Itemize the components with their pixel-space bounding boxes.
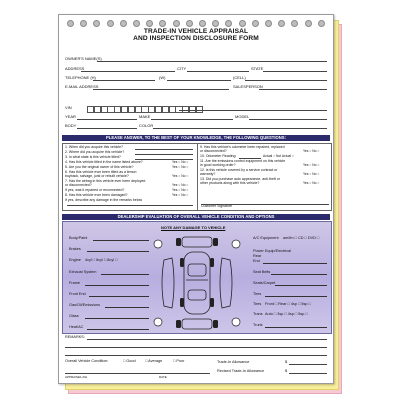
yes-no-checkboxes[interactable]: Yes ○ No ○ bbox=[303, 172, 320, 176]
damage-description-line[interactable] bbox=[67, 205, 193, 206]
evaluation-header: DEALERSHIP EVALUATION OF OVERALL VEHICLE CONDITION AND OPTIONS bbox=[62, 214, 330, 220]
owners-name-label: OWNER'S NAME(S) bbox=[65, 56, 102, 61]
eval-item-tires-2: Tires bbox=[253, 302, 262, 306]
question-right: other products along with this vehicle? bbox=[200, 181, 260, 185]
city-field[interactable] bbox=[187, 71, 249, 72]
binding-hole bbox=[133, 20, 140, 27]
eval-item-seats-carpet: Seats/Carpet bbox=[253, 281, 276, 285]
telephone-cell-label: (CELL) bbox=[233, 75, 246, 80]
salesperson-field[interactable] bbox=[259, 89, 327, 90]
remarks-line[interactable] bbox=[87, 339, 327, 340]
eval-item-end: End bbox=[253, 259, 260, 263]
question-right: 12. Is this vehicle covered by a service contract or bbox=[200, 168, 278, 172]
remarks-label: REMARKS: bbox=[65, 335, 85, 339]
binding-hole bbox=[305, 20, 312, 27]
eval-item-heat-ac: Heat/AC bbox=[69, 325, 84, 329]
email-label: E-MAIL ADDRESS bbox=[65, 84, 99, 89]
condition-poor[interactable]: □ Poor bbox=[173, 359, 185, 363]
trade-in-dollar: $ bbox=[285, 360, 288, 364]
column-divider bbox=[197, 144, 198, 210]
eval-line[interactable] bbox=[105, 307, 149, 308]
spiral-binding bbox=[67, 20, 325, 28]
eval-item-ac-equipment: A/C Equipment bbox=[253, 236, 279, 240]
title-line-2: AND INSPECTION DISCLOSURE FORM bbox=[133, 35, 259, 43]
binding-hole bbox=[318, 20, 325, 27]
revised-trade-in-label: Revised Trade-In Allowance bbox=[217, 369, 265, 373]
question-left: 5. Are you the original owner of this vehicle? bbox=[65, 165, 134, 169]
eval-line[interactable] bbox=[87, 251, 149, 252]
binding-hole bbox=[80, 20, 87, 27]
question-right: 13. Did you purchase auto appearance, anti-theft or bbox=[200, 177, 280, 181]
customer-signature-label: Customer Signature bbox=[201, 204, 233, 208]
year-field[interactable] bbox=[77, 119, 137, 120]
state-label: STATE bbox=[251, 66, 264, 71]
eval-item-tires: Tires bbox=[253, 292, 262, 296]
form-number: APPRAISE1-RH bbox=[65, 375, 88, 379]
question-right: 11. Are the emissions control equipment on this vehicle bbox=[200, 159, 286, 163]
eval-line[interactable] bbox=[93, 240, 149, 241]
form-title bbox=[59, 28, 333, 43]
eval-item-seat-belts: Seat Belts bbox=[253, 270, 271, 274]
eval-item-trans: Trans bbox=[253, 312, 263, 316]
trade-in-allowance-label: Trade-In Allowance bbox=[217, 360, 250, 364]
binding-hole bbox=[278, 20, 285, 27]
questions-header: PLEASE ANSWER, TO THE BEST OF YOUR KNOWLEDGE, THE FOLLOWING QUESTIONS: bbox=[62, 135, 330, 141]
yes-no-checkboxes[interactable]: Yes ○ No ○ bbox=[303, 181, 320, 185]
color-label: COLOR bbox=[139, 123, 154, 128]
binding-hole bbox=[67, 20, 74, 27]
salesperson-label: SALESPERSON bbox=[233, 84, 263, 89]
car-outline-svg bbox=[148, 234, 246, 332]
address-field[interactable] bbox=[81, 71, 175, 72]
yes-no-checkboxes[interactable]: Yes ○ No ○ bbox=[172, 165, 189, 169]
binding-hole bbox=[212, 20, 219, 27]
odometer-actual-options[interactable]: Actual ○ Not Actual ○ bbox=[263, 154, 294, 158]
question-left: or disconnected? bbox=[65, 183, 92, 187]
eval-line[interactable] bbox=[89, 296, 149, 297]
telephone-home-field[interactable] bbox=[93, 80, 155, 81]
eval-line[interactable] bbox=[271, 274, 327, 275]
eval-line[interactable] bbox=[265, 296, 327, 297]
eval-line[interactable] bbox=[275, 285, 327, 286]
body-field[interactable] bbox=[77, 128, 137, 129]
address-label: ADDRESS bbox=[65, 66, 85, 71]
eval-line[interactable] bbox=[85, 318, 149, 319]
yes-no-checkboxes[interactable]: Yes ○ No ○ bbox=[172, 160, 189, 164]
telephone-home-label: TELEPHONE (H) bbox=[65, 75, 96, 80]
vin-extra-line bbox=[179, 110, 327, 111]
body-label: BODY bbox=[65, 123, 77, 128]
eval-item-front-end: Front End bbox=[69, 292, 86, 296]
binding-hole bbox=[186, 20, 193, 27]
telephone-cell-field[interactable] bbox=[245, 80, 327, 81]
title-line-1: TRADE-IN VEHICLE APPRAISAL bbox=[143, 28, 249, 35]
ac-equipment-options[interactable]: am/fm □ CD □ DVD □ bbox=[283, 236, 320, 240]
question-right: warranty? bbox=[200, 172, 216, 176]
eval-line[interactable] bbox=[263, 263, 327, 264]
question-left: 4. Has this vehicle titled in the name listed above? bbox=[65, 160, 143, 164]
question-left: 6. Has this vehicle ever been titled as a lemon bbox=[65, 170, 137, 174]
revised-trade-in-field[interactable] bbox=[289, 373, 327, 374]
tire-options[interactable]: Front □ Rear □ 4sp □ 5sp □ bbox=[265, 302, 311, 306]
transmission-options[interactable]: Auto □ 3sp □ 4sp □ 5sp □ bbox=[265, 312, 308, 316]
eval-line[interactable] bbox=[85, 285, 149, 286]
binding-hole bbox=[199, 20, 206, 27]
condition-good[interactable]: □ Good bbox=[123, 359, 136, 363]
yes-no-checkboxes[interactable]: Yes ○ No ○ bbox=[172, 193, 189, 197]
eval-item-rear: Rear bbox=[253, 254, 262, 258]
remarks-line[interactable] bbox=[65, 355, 327, 356]
binding-hole bbox=[159, 20, 166, 27]
binding-hole bbox=[225, 20, 232, 27]
question-right: 10. Odometer Reading: bbox=[200, 154, 237, 158]
binding-hole bbox=[239, 20, 246, 27]
telephone-work-field[interactable] bbox=[167, 80, 231, 81]
eval-item-brakes: Brakes bbox=[69, 247, 81, 251]
question-left: 8. Has this vehicle ever been damaged? bbox=[65, 193, 128, 197]
eval-item-gas-oil: Gas/Oil/Emissions bbox=[69, 303, 101, 307]
question-left: buyback, salvage, junk or rebuilt vehicle? bbox=[65, 174, 129, 178]
signature-line[interactable] bbox=[65, 373, 210, 374]
answer-line[interactable] bbox=[135, 149, 193, 150]
eval-item-glass: Glass bbox=[69, 314, 79, 318]
question-right: 9. Has this vehicle's odometer been repaired, replaced bbox=[200, 145, 285, 149]
question-left: 1. When did you acquire this vehicle? bbox=[65, 145, 123, 149]
appraisal-form bbox=[58, 14, 334, 384]
evaluation-panel bbox=[62, 221, 332, 334]
eval-item-frame: Frame bbox=[69, 281, 80, 285]
binding-hole bbox=[173, 20, 180, 27]
question-left: 2. Where did you acquire this vehicle? bbox=[65, 150, 125, 154]
eval-item-body-paint: Body/Paint bbox=[69, 236, 88, 240]
owners-name-field[interactable] bbox=[97, 61, 327, 62]
eval-item-exhaust: Exhaust System bbox=[69, 270, 97, 274]
binding-hole bbox=[291, 20, 298, 27]
eval-item-power-equip: Power Equip/Electrical bbox=[253, 249, 291, 253]
damage-note-title: NOTE ANY DAMAGE TO VEHICLE bbox=[161, 225, 226, 230]
answer-line[interactable] bbox=[135, 154, 193, 155]
make-label: MAKE bbox=[139, 114, 151, 119]
question-left: 7. Has the airbag in this vehicle ever been deployed bbox=[65, 179, 146, 183]
yes-no-checkboxes[interactable]: Yes ○ No ○ bbox=[172, 188, 189, 192]
email-field[interactable] bbox=[93, 89, 229, 90]
telephone-work-label: (W) bbox=[159, 75, 166, 80]
engine-cylinder-options[interactable]: 4cyl □ 6cyl □ 8cyl □ bbox=[85, 258, 118, 262]
eval-line[interactable] bbox=[87, 329, 149, 330]
question-right: or disconnected? bbox=[200, 149, 227, 153]
model-label: MODEL bbox=[235, 114, 250, 119]
binding-hole bbox=[146, 20, 153, 27]
questions-box bbox=[62, 143, 332, 211]
trade-in-allowance-field[interactable] bbox=[289, 364, 327, 365]
date-label: DATE bbox=[159, 375, 167, 379]
color-field[interactable] bbox=[153, 128, 327, 129]
year-label: YEAR bbox=[65, 114, 76, 119]
binding-hole bbox=[120, 20, 127, 27]
eval-item-engine: Engine bbox=[69, 258, 81, 262]
remarks-line[interactable] bbox=[65, 347, 327, 348]
yes-no-checkboxes[interactable]: Yes ○ No ○ bbox=[172, 174, 189, 178]
model-field[interactable] bbox=[249, 119, 327, 120]
state-field[interactable] bbox=[263, 71, 327, 72]
question-right: in good working order? bbox=[200, 163, 236, 167]
city-label: CITY bbox=[177, 66, 187, 71]
question-left: If yes, was it repaired or reconnected? bbox=[65, 188, 125, 192]
question-left: If yes, describe any damage in the remarks below bbox=[65, 198, 143, 202]
eval-item-trunk: Trunk bbox=[253, 323, 263, 327]
condition-average[interactable]: □ Average bbox=[145, 359, 163, 363]
make-field[interactable] bbox=[151, 119, 233, 120]
yes-no-checkboxes[interactable]: Yes ○ No ○ bbox=[303, 163, 320, 167]
question-left: 3. In what state is this vehicle titled? bbox=[65, 155, 121, 159]
eval-line[interactable] bbox=[265, 327, 327, 328]
overall-condition-label: Overall Vehicle Condition: bbox=[65, 359, 109, 363]
revised-trade-in-dollar: $ bbox=[285, 369, 288, 373]
binding-hole bbox=[252, 20, 259, 27]
binding-hole bbox=[107, 20, 114, 27]
vin-label: VIN bbox=[65, 105, 72, 110]
yes-no-checkboxes[interactable]: Yes ○ No ○ bbox=[172, 183, 189, 187]
vehicle-damage-diagram[interactable] bbox=[148, 234, 246, 332]
eval-line[interactable] bbox=[101, 274, 149, 275]
yes-no-checkboxes[interactable]: Yes ○ No ○ bbox=[303, 149, 320, 153]
binding-hole bbox=[93, 20, 100, 27]
binding-hole bbox=[265, 20, 272, 27]
